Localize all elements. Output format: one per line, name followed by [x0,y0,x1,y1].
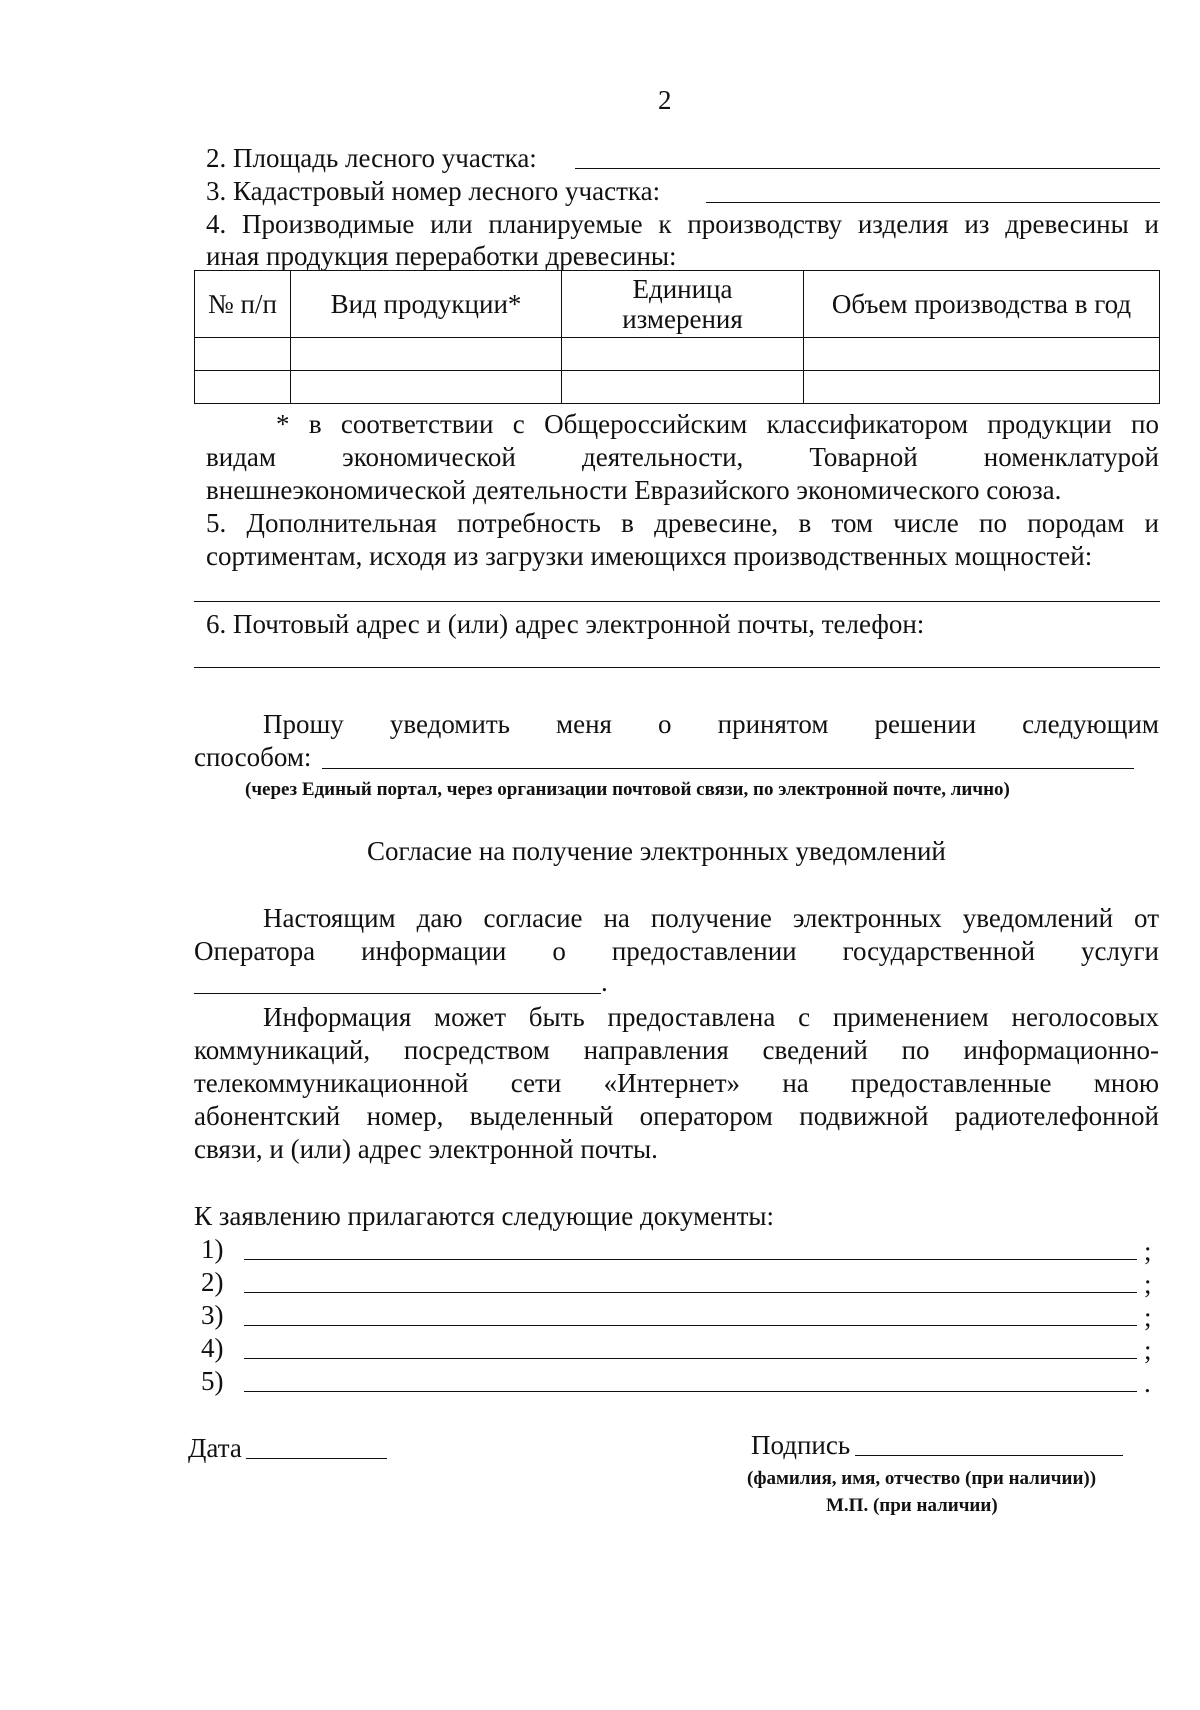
table-cell[interactable] [195,371,291,404]
item5-line-1: 5. Дополнительная потребность в древесине, в том числе по породам и [206,508,1159,538]
cadastral-label: 3. Кадастровый номер лесного участка: [206,176,661,206]
attachment-field-2[interactable] [244,1292,1137,1293]
table-cell[interactable] [562,371,804,404]
date-label: Дата [188,1433,242,1463]
products-line-1: 4. Производимые или планируемые к производству изделия из древесины и [206,209,1159,239]
consent-info-4: абонентский номер, выделенный оператором подвижной радиотелефонной [194,1101,1159,1131]
attachment-end: ; [1144,1302,1152,1332]
item6-label: 6. Почтовый адрес и (или) адрес электронной почты, телефон: [206,609,925,639]
attachment-end: ; [1144,1335,1152,1365]
table-cell[interactable] [562,338,804,371]
attachment-end: ; [1144,1269,1152,1299]
consent-service-field[interactable] [194,993,601,994]
item6-field[interactable] [194,667,1160,668]
table-cell[interactable] [291,338,562,371]
attachment-number: 3) [201,1300,224,1330]
footnote-line-3: внешнеэкономической деятельности Евразийского экономического союза. [206,475,1062,505]
col-volume-header: Объем производства в год [804,271,1160,338]
consent-title: Согласие на получение электронных уведомлений [367,836,946,866]
attachment-field-4[interactable] [244,1358,1137,1359]
item5-field[interactable] [194,601,1160,602]
notify-line-2: способом: [194,742,312,772]
consent-info-3: телекоммуникационной сети «Интернет» на предоставленные мною [194,1068,1159,1098]
col-unit-header-line2: измерения [622,304,743,334]
products-table [194,270,1160,404]
fio-hint: (фамилия, имя, отчество (при наличии)) [747,1468,1097,1489]
attachment-end: ; [1144,1236,1152,1266]
attachments-title: К заявлению прилагаются следующие документы: [194,1201,775,1231]
area-label: 2. Площадь лесного участка: [206,143,537,173]
consent-line-2: Оператора информации о предоставлении государственной услуги [194,936,1159,966]
footnote-line-2: видам экономической деятельности, Товарной номенклатурой [206,442,1159,472]
products-line-2: иная продукция переработки древесины: [206,241,677,271]
cadastral-field[interactable] [706,202,1160,203]
attachment-field-3[interactable] [244,1325,1137,1326]
table-row [195,338,1160,371]
item5-line-2: сортиментам, исходя из загрузки имеющихся производственных мощностей: [206,541,1093,571]
page-number: 2 [658,85,672,115]
consent-info-2: коммуникаций, посредством направления сведений по информационно- [194,1035,1159,1065]
attachment-number: 4) [201,1333,224,1363]
table-header-row [195,271,1160,338]
attachment-number: 5) [201,1366,224,1396]
consent-info-1: Информация может быть предоставлена с применением неголосовых [263,1002,1159,1032]
notify-method-field[interactable] [322,768,1134,769]
attachment-field-1[interactable] [244,1259,1137,1260]
attachment-number: 1) [201,1234,224,1264]
attachment-end: . [1144,1368,1151,1398]
consent-dot: . [601,967,608,997]
consent-info-5: связи, и (или) адрес электронной почты. [194,1134,658,1164]
consent-line-1: Настоящим даю согласие на получение электронных уведомлений от [263,903,1159,933]
signature-label: Подпись [751,1430,851,1460]
col-unit-header-line1: Единица [632,274,733,304]
table-row [195,371,1160,404]
table-cell[interactable] [195,338,291,371]
date-field[interactable] [246,1458,387,1459]
table-cell[interactable] [804,338,1160,371]
signature-field[interactable] [855,1455,1123,1456]
notify-hint: (через Единый портал, через организации почтовой связи, по электронной почте, лично) [245,779,1010,800]
col-product-header: Вид продукции* [291,271,562,338]
table-cell[interactable] [291,371,562,404]
table-cell[interactable] [804,371,1160,404]
seal-hint: М.П. (при наличии) [826,1495,998,1516]
area-field[interactable] [575,168,1160,169]
col-number-header: № п/п [195,271,291,338]
notify-line-1: Прошу уведомить меня о принятом решении следующим [263,709,1159,739]
attachment-number: 2) [201,1267,224,1297]
footnote-line-1: * в соответствии с Общероссийским классификатором продукции по [276,409,1159,439]
attachment-field-5[interactable] [244,1391,1137,1392]
col-unit-header [562,271,804,338]
